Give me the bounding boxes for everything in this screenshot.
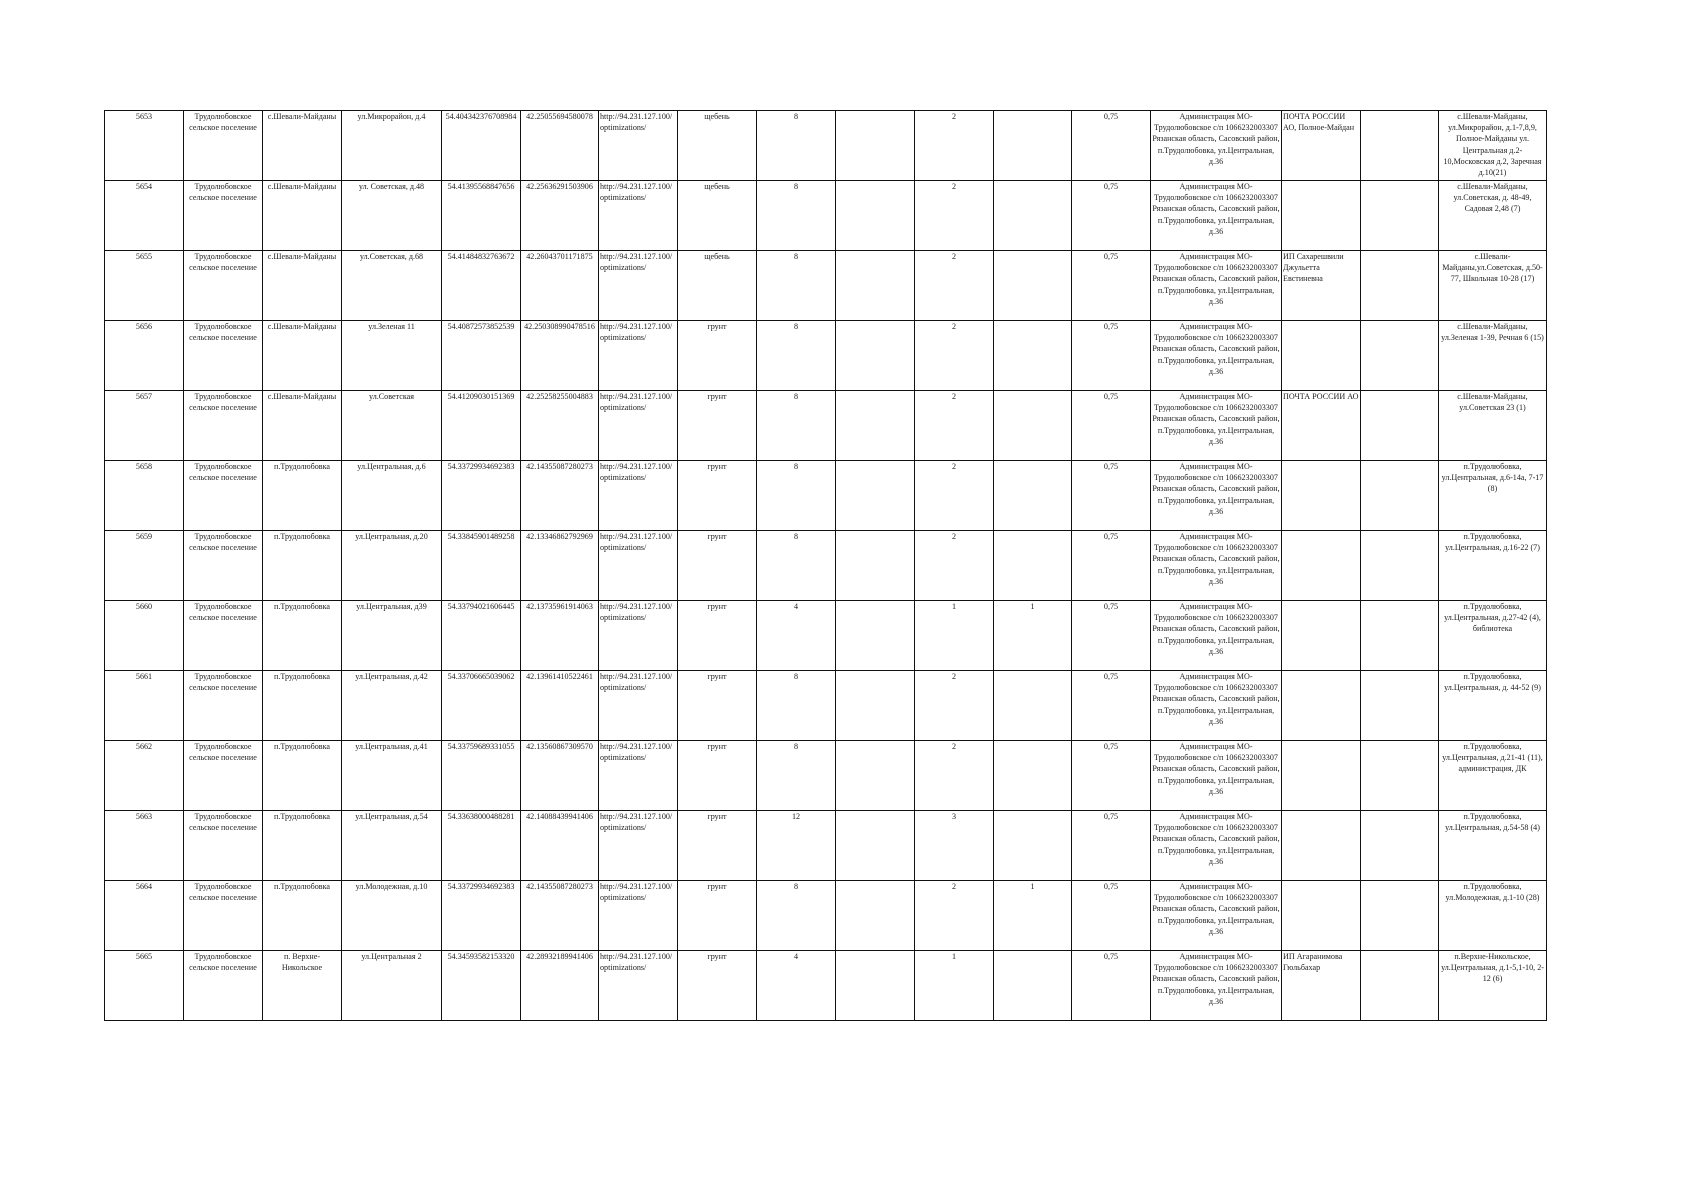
empty-cell-1	[836, 461, 915, 531]
sources-cell: п.Верхне-Никольское, ул.Центральная, д.1-5,1-10, 2-12 (6)	[1439, 951, 1547, 1021]
sources-cell: п.Трудолюбовка, ул.Центральная, д. 44-52 (9)	[1439, 671, 1547, 741]
area-cell: 8	[757, 321, 836, 391]
containers-cell: 2	[915, 461, 994, 531]
locality-cell: п.Трудолюбовка	[263, 531, 342, 601]
row-id: 5655	[105, 251, 184, 321]
settlement-cell: Трудолюбовское сельское поселение	[184, 951, 263, 1021]
latitude-cell: 54.33794021606445	[442, 601, 521, 671]
surface-cell: щебень	[678, 181, 757, 251]
area-cell: 8	[757, 181, 836, 251]
table-row	[105, 111, 1547, 181]
extra-count-cell	[994, 461, 1072, 531]
longitude-cell: 42.26043701171875	[521, 251, 599, 321]
organization-cell	[1282, 181, 1361, 251]
table-row	[105, 251, 1547, 321]
empty-cell-1	[836, 391, 915, 461]
surface-cell: грунт	[678, 671, 757, 741]
address-cell: ул.Советская, д.68	[342, 251, 442, 321]
volume-cell: 0,75	[1072, 461, 1151, 531]
extra-count-cell: 1	[994, 601, 1072, 671]
empty-cell-1	[836, 601, 915, 671]
address-cell: ул.Центральная, д.54	[342, 811, 442, 881]
latitude-cell: 54.404342376708984	[442, 111, 521, 181]
owner-cell: Администрация МО-Трудолюбовское с/п 1066232003307 Рязанская область, Сасовский район, п.Трудолюбовка, ул.Центральная, д.36	[1151, 531, 1282, 601]
area-cell: 8	[757, 111, 836, 181]
sources-cell: с.Шевали-Майданы, ул.Советская, д. 48-49, Садовая 2,48 (7)	[1439, 181, 1547, 251]
row-id: 5661	[105, 671, 184, 741]
longitude-cell: 42.14355087280273	[521, 461, 599, 531]
extra-count-cell	[994, 531, 1072, 601]
sources-cell: п.Трудолюбовка, ул.Центральная, д.21-41 (11), администрация, ДК	[1439, 741, 1547, 811]
volume-cell: 0,75	[1072, 251, 1151, 321]
locality-cell: п.Трудолюбовка	[263, 461, 342, 531]
latitude-cell: 54.33729934692383	[442, 881, 521, 951]
latitude-cell: 54.34593582153320	[442, 951, 521, 1021]
organization-cell	[1282, 321, 1361, 391]
extra-count-cell	[994, 741, 1072, 811]
containers-cell: 2	[915, 391, 994, 461]
organization-cell	[1282, 811, 1361, 881]
table-row	[105, 601, 1547, 671]
latitude-cell: 54.41209030151369	[442, 391, 521, 461]
address-cell: ул.Центральная, д.6	[342, 461, 442, 531]
surface-cell: грунт	[678, 601, 757, 671]
map-link-cell[interactable]: http://94.231.127.100/optimizations/	[599, 111, 678, 181]
surface-cell: грунт	[678, 951, 757, 1021]
longitude-cell: 42.28932189941406	[521, 951, 599, 1021]
row-id: 5658	[105, 461, 184, 531]
containers-cell: 2	[915, 321, 994, 391]
owner-cell: Администрация МО-Трудолюбовское с/п 1066232003307 Рязанская область, Сасовский район, п.Трудолюбовка, ул.Центральная, д.36	[1151, 741, 1282, 811]
map-link-cell[interactable]: http://94.231.127.100/optimizations/	[599, 741, 678, 811]
row-id: 5653	[105, 111, 184, 181]
extra-count-cell: 1	[994, 881, 1072, 951]
empty-cell-1	[836, 951, 915, 1021]
extra-count-cell	[994, 181, 1072, 251]
area-cell: 8	[757, 881, 836, 951]
address-cell: ул.Центральная, д.20	[342, 531, 442, 601]
settlement-cell: Трудолюбовское сельское поселение	[184, 461, 263, 531]
longitude-cell: 42.13735961914063	[521, 601, 599, 671]
area-cell: 8	[757, 391, 836, 461]
area-cell: 8	[757, 671, 836, 741]
address-cell: ул. Советская, д.48	[342, 181, 442, 251]
map-link-cell[interactable]: http://94.231.127.100/optimizations/	[599, 251, 678, 321]
latitude-cell: 54.33759689331055	[442, 741, 521, 811]
surface-cell: грунт	[678, 811, 757, 881]
settlement-cell: Трудолюбовское сельское поселение	[184, 881, 263, 951]
surface-cell: грунт	[678, 531, 757, 601]
empty-cell-1	[836, 741, 915, 811]
volume-cell: 0,75	[1072, 321, 1151, 391]
organization-cell	[1282, 671, 1361, 741]
sources-cell: с.Шевали-Майданы,ул.Советская, д.50-77, Школьная 10-28 (17)	[1439, 251, 1547, 321]
surface-cell: грунт	[678, 461, 757, 531]
row-id: 5660	[105, 601, 184, 671]
containers-cell: 2	[915, 111, 994, 181]
organization-cell	[1282, 601, 1361, 671]
map-link-cell[interactable]: http://94.231.127.100/optimizations/	[599, 181, 678, 251]
table-row	[105, 881, 1547, 951]
surface-cell: щебень	[678, 111, 757, 181]
surface-cell: щебень	[678, 251, 757, 321]
table-row	[105, 741, 1547, 811]
sources-cell: п.Трудолюбовка, ул.Центральная, д.54-58 (4)	[1439, 811, 1547, 881]
empty-cell-2	[1361, 741, 1439, 811]
containers-cell: 2	[915, 741, 994, 811]
empty-cell-1	[836, 321, 915, 391]
empty-cell-1	[836, 251, 915, 321]
sources-cell: с.Шевали-Майданы, ул.Микрорайон, д.1-7,8,9, Полное-Майданы ул. Центральная д.2-10,Московская д.2, Заречная д.10(21)	[1439, 111, 1547, 181]
latitude-cell: 54.33706665039062	[442, 671, 521, 741]
locality-cell: п. Верхне-Никольское	[263, 951, 342, 1021]
extra-count-cell	[994, 951, 1072, 1021]
locality-cell: п.Трудолюбовка	[263, 811, 342, 881]
area-cell: 8	[757, 251, 836, 321]
longitude-cell: 42.13560867309570	[521, 741, 599, 811]
row-id: 5662	[105, 741, 184, 811]
locality-cell: с.Шевали-Майданы	[263, 251, 342, 321]
empty-cell-1	[836, 531, 915, 601]
map-link-cell[interactable]: http://94.231.127.100/optimizations/	[599, 321, 678, 391]
containers-cell: 2	[915, 181, 994, 251]
row-id: 5664	[105, 881, 184, 951]
settlement-cell: Трудолюбовское сельское поселение	[184, 391, 263, 461]
extra-count-cell	[994, 251, 1072, 321]
sources-cell: с.Шевали-Майданы, ул.Советская 23 (1)	[1439, 391, 1547, 461]
map-link-cell[interactable]: http://94.231.127.100/optimizations/	[599, 601, 678, 671]
area-cell: 8	[757, 461, 836, 531]
table-row	[105, 671, 1547, 741]
table-row	[105, 531, 1547, 601]
table-row	[105, 811, 1547, 881]
organization-cell: ПОЧТА РОССИИ АО, Полное-Майдан	[1282, 111, 1361, 181]
area-cell: 8	[757, 741, 836, 811]
address-cell: ул.Зеленая 11	[342, 321, 442, 391]
empty-cell-2	[1361, 881, 1439, 951]
containers-cell: 1	[915, 951, 994, 1021]
settlement-cell: Трудолюбовское сельское поселение	[184, 741, 263, 811]
extra-count-cell	[994, 321, 1072, 391]
address-cell: ул.Советская	[342, 391, 442, 461]
owner-cell: Администрация МО-Трудолюбовское с/п 1066232003307 Рязанская область, Сасовский район, п.Трудолюбовка, ул.Центральная, д.36	[1151, 181, 1282, 251]
containers-cell: 1	[915, 601, 994, 671]
table-row	[105, 181, 1547, 251]
locality-cell: с.Шевали-Майданы	[263, 321, 342, 391]
address-cell: ул.Центральная, д.42	[342, 671, 442, 741]
latitude-cell: 54.33729934692383	[442, 461, 521, 531]
map-link-cell[interactable]: http://94.231.127.100/optimizations/	[599, 951, 678, 1021]
area-cell: 4	[757, 951, 836, 1021]
empty-cell-2	[1361, 601, 1439, 671]
latitude-cell: 54.40872573852539	[442, 321, 521, 391]
empty-cell-2	[1361, 181, 1439, 251]
empty-cell-2	[1361, 321, 1439, 391]
owner-cell: Администрация МО-Трудолюбовское с/п 1066232003307 Рязанская область, Сасовский район, п.Трудолюбовка, ул.Центральная, д.36	[1151, 671, 1282, 741]
empty-cell-2	[1361, 251, 1439, 321]
volume-cell: 0,75	[1072, 111, 1151, 181]
row-id: 5659	[105, 531, 184, 601]
address-cell: ул.Центральная, д.41	[342, 741, 442, 811]
locality-cell: п.Трудолюбовка	[263, 601, 342, 671]
settlement-cell: Трудолюбовское сельское поселение	[184, 251, 263, 321]
owner-cell: Администрация МО-Трудолюбовское с/п 1066232003307 Рязанская область, Сасовский район, п.Трудолюбовка, ул.Центральная, д.36	[1151, 951, 1282, 1021]
address-cell: ул.Молодежная, д.10	[342, 881, 442, 951]
organization-cell	[1282, 461, 1361, 531]
sources-cell: п.Трудолюбовка, ул.Центральная, д.27-42 (4), библиотека	[1439, 601, 1547, 671]
surface-cell: грунт	[678, 321, 757, 391]
empty-cell-2	[1361, 111, 1439, 181]
row-id: 5657	[105, 391, 184, 461]
latitude-cell: 54.41395568847656	[442, 181, 521, 251]
locality-cell: с.Шевали-Майданы	[263, 181, 342, 251]
longitude-cell: 42.25055694580078	[521, 111, 599, 181]
longitude-cell: 42.25258255004883	[521, 391, 599, 461]
settlement-cell: Трудолюбовское сельское поселение	[184, 321, 263, 391]
empty-cell-2	[1361, 671, 1439, 741]
latitude-cell: 54.33638000488281	[442, 811, 521, 881]
map-link-cell[interactable]: http://94.231.127.100/optimizations/	[599, 671, 678, 741]
organization-cell	[1282, 881, 1361, 951]
containers-cell: 2	[915, 251, 994, 321]
extra-count-cell	[994, 111, 1072, 181]
empty-cell-2	[1361, 461, 1439, 531]
longitude-cell: 42.14088439941406	[521, 811, 599, 881]
map-link-cell[interactable]: http://94.231.127.100/optimizations/	[599, 531, 678, 601]
table-row	[105, 321, 1547, 391]
extra-count-cell	[994, 671, 1072, 741]
owner-cell: Администрация МО-Трудолюбовское с/п 1066232003307 Рязанская область, Сасовский район, п.Трудолюбовка, ул.Центральная, д.36	[1151, 461, 1282, 531]
containers-cell: 2	[915, 531, 994, 601]
longitude-cell: 42.25636291503906	[521, 181, 599, 251]
address-cell: ул.Микрорайон, д.4	[342, 111, 442, 181]
organization-cell: ПОЧТА РОССИИ АО	[1282, 391, 1361, 461]
volume-cell: 0,75	[1072, 601, 1151, 671]
area-cell: 8	[757, 531, 836, 601]
volume-cell: 0,75	[1072, 531, 1151, 601]
longitude-cell: 42.13961410522461	[521, 671, 599, 741]
volume-cell: 0,75	[1072, 671, 1151, 741]
locality-cell: с.Шевали-Майданы	[263, 391, 342, 461]
owner-cell: Администрация МО-Трудолюбовское с/п 1066232003307 Рязанская область, Сасовский район, п.Трудолюбовка, ул.Центральная, д.36	[1151, 321, 1282, 391]
empty-cell-2	[1361, 531, 1439, 601]
settlement-cell: Трудолюбовское сельское поселение	[184, 671, 263, 741]
sources-cell: п.Трудолюбовка, ул.Центральная, д.16-22 (7)	[1439, 531, 1547, 601]
volume-cell: 0,75	[1072, 741, 1151, 811]
sources-cell: с.Шевали-Майданы, ул.Зеленая 1-39, Речная 6 (15)	[1439, 321, 1547, 391]
empty-cell-1	[836, 181, 915, 251]
settlement-cell: Трудолюбовское сельское поселение	[184, 531, 263, 601]
owner-cell: Администрация МО-Трудолюбовское с/п 1066232003307 Рязанская область, Сасовский район, п.Трудолюбовка, ул.Центральная, д.36	[1151, 251, 1282, 321]
area-cell: 12	[757, 811, 836, 881]
empty-cell-1	[836, 811, 915, 881]
sources-cell: п.Трудолюбовка, ул.Молодежная, д.1-10 (28)	[1439, 881, 1547, 951]
address-cell: ул.Центральная, д39	[342, 601, 442, 671]
latitude-cell: 54.41484832763672	[442, 251, 521, 321]
empty-cell-2	[1361, 811, 1439, 881]
area-cell: 4	[757, 601, 836, 671]
organization-cell	[1282, 531, 1361, 601]
table-row	[105, 391, 1547, 461]
latitude-cell: 54.33845901489258	[442, 531, 521, 601]
organization-cell: ИП Сахарешвили Джульетта Евстиневна	[1282, 251, 1361, 321]
owner-cell: Администрация МО-Трудолюбовское с/п 1066232003307 Рязанская область, Сасовский район, п.Трудолюбовка, ул.Центральная, д.36	[1151, 391, 1282, 461]
owner-cell: Администрация МО-Трудолюбовское с/п 1066232003307 Рязанская область, Сасовский район, п.Трудолюбовка, ул.Центральная, д.36	[1151, 881, 1282, 951]
locality-cell: п.Трудолюбовка	[263, 671, 342, 741]
volume-cell: 0,75	[1072, 181, 1151, 251]
map-link-cell[interactable]: http://94.231.127.100/optimizations/	[599, 881, 678, 951]
table-row	[105, 951, 1547, 1021]
settlement-cell: Трудолюбовское сельское поселение	[184, 181, 263, 251]
volume-cell: 0,75	[1072, 881, 1151, 951]
row-id: 5656	[105, 321, 184, 391]
surface-cell: грунт	[678, 391, 757, 461]
settlement-cell: Трудолюбовское сельское поселение	[184, 111, 263, 181]
settlement-cell: Трудолюбовское сельское поселение	[184, 601, 263, 671]
extra-count-cell	[994, 391, 1072, 461]
locality-cell: п.Трудолюбовка	[263, 881, 342, 951]
map-link-cell[interactable]: http://94.231.127.100/optimizations/	[599, 391, 678, 461]
volume-cell: 0,75	[1072, 951, 1151, 1021]
owner-cell: Администрация МО-Трудолюбовское с/п 1066232003307 Рязанская область, Сасовский район, п.Трудолюбовка, ул.Центральная, д.36	[1151, 111, 1282, 181]
surface-cell: грунт	[678, 741, 757, 811]
extra-count-cell	[994, 811, 1072, 881]
organization-cell: ИП Агаранимова Гюльбахар	[1282, 951, 1361, 1021]
empty-cell-2	[1361, 951, 1439, 1021]
row-id: 5654	[105, 181, 184, 251]
registry-table	[104, 110, 1547, 1021]
table-row	[105, 461, 1547, 531]
organization-cell	[1282, 741, 1361, 811]
longitude-cell: 42.14355087280273	[521, 881, 599, 951]
longitude-cell: 42.13346862792969	[521, 531, 599, 601]
empty-cell-1	[836, 111, 915, 181]
containers-cell: 2	[915, 881, 994, 951]
containers-cell: 3	[915, 811, 994, 881]
containers-cell: 2	[915, 671, 994, 741]
owner-cell: Администрация МО-Трудолюбовское с/п 1066232003307 Рязанская область, Сасовский район, п.Трудолюбовка, ул.Центральная, д.36	[1151, 811, 1282, 881]
empty-cell-1	[836, 671, 915, 741]
address-cell: ул.Центральная 2	[342, 951, 442, 1021]
settlement-cell: Трудолюбовское сельское поселение	[184, 811, 263, 881]
volume-cell: 0,75	[1072, 391, 1151, 461]
surface-cell: грунт	[678, 881, 757, 951]
locality-cell: с.Шевали-Майданы	[263, 111, 342, 181]
empty-cell-2	[1361, 391, 1439, 461]
locality-cell: п.Трудолюбовка	[263, 741, 342, 811]
map-link-cell[interactable]: http://94.231.127.100/optimizations/	[599, 461, 678, 531]
longitude-cell: 42.250308990478516	[521, 321, 599, 391]
row-id: 5663	[105, 811, 184, 881]
owner-cell: Администрация МО-Трудолюбовское с/п 1066232003307 Рязанская область, Сасовский район, п.Трудолюбовка, ул.Центральная, д.36	[1151, 601, 1282, 671]
sources-cell: п.Трудолюбовка, ул.Центральная, д.6-14а, 7-17 (8)	[1439, 461, 1547, 531]
map-link-cell[interactable]: http://94.231.127.100/optimizations/	[599, 811, 678, 881]
volume-cell: 0,75	[1072, 811, 1151, 881]
table-body	[105, 111, 1547, 1021]
row-id: 5665	[105, 951, 184, 1021]
empty-cell-1	[836, 881, 915, 951]
